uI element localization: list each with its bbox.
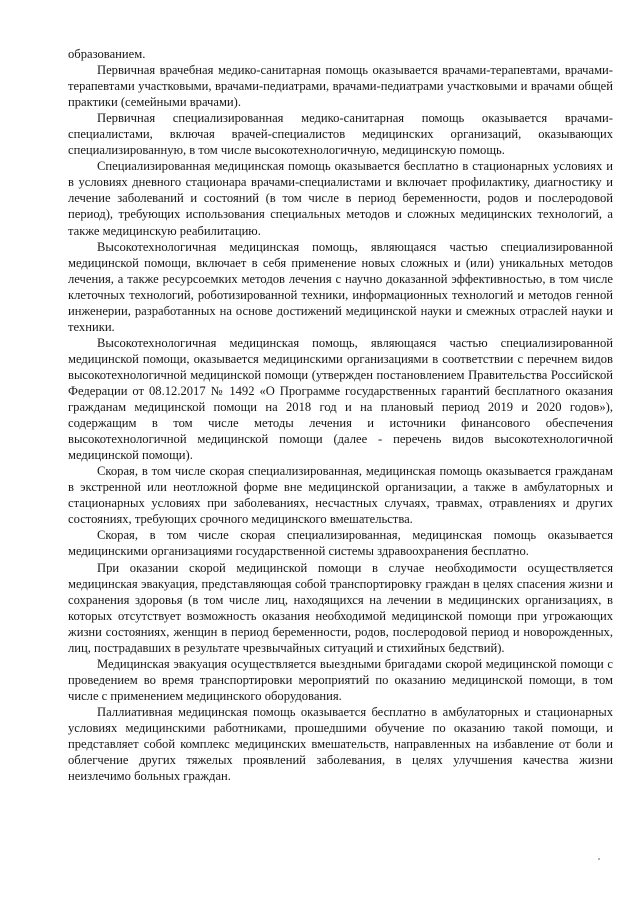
paragraph-emergency-care: Скорая, в том числе скорая специализированная, медицинская помощь оказывается гражданам в экстренной или неотложной форме вне медицинской организации, а также в амбулаторных и стационарных условиях при заболеваниях, несчастных случаях, травмах, отравлениях и других состояниях, требующих срочного медицинского вмешательства. bbox=[68, 464, 613, 527]
paragraph-continuation: образованием. bbox=[68, 47, 146, 61]
paragraph-high-tech-care-definition: Высокотехнологичная медицинская помощь, являющаяся частью специализированной медицинской помощи, включает в себя применение новых сложных и (или) уникальных методов лечения, а также ресурсоемких методов лечения с научно доказанной эффективностью, в том числе клеточных технологий, роботизированной техники, информационных технологий и методов генной инженерии, разработанных на основе достижений медицинской науки и смежных отраслей науки и техники. bbox=[68, 239, 613, 334]
paragraph-primary-specialized-care: Первичная специализированная медико-санитарная помощь оказывается врачами-специалистами, включая врачей-специалистов медицинских организаций, оказывающих специализированную, в том числе высокотехнологичную, медицинскую помощь. bbox=[68, 111, 613, 158]
paragraph-primary-care: Первичная врачебная медико-санитарная помощь оказывается врачами-терапевтами, врачами-терапевтами участковыми, врачами-педиатрами, врачами-педиатрами участковыми и врачами общей практики (семейными врачами). bbox=[68, 63, 613, 110]
paragraph-medical-evacuation: При оказании скорой медицинской помощи в случае необходимости осуществляется медицинская эвакуация, представляющая собой транспортировку граждан в целях спасения жизни и сохранения здоровья (в том числе лиц, находящихся на лечении в медицинских организациях, в которых отсутствует возможность оказания необходимой медицинской помощи при угрожающих жизни состояниях, женщин в период беременности, родов, послеродовой период и новорожденных, лиц, пострадавших в результате чрезвычайных ситуаций и стихийных бедствий). bbox=[68, 560, 613, 655]
paragraph-evacuation-teams: Медицинская эвакуация осуществляется выездными бригадами скорой медицинской помощи с проведением во время транспортировки мероприятий по оказанию медицинской помощи, в том числе с применением медицинского оборудования. bbox=[68, 656, 613, 703]
paragraph-palliative-care: Паллиативная медицинская помощь оказывается бесплатно в амбулаторных и стационарных условиях медицинскими работниками, прошедшими обучение по оказанию такой помощи, и представляет собой комплекс медицинских вмешательств, направленных на избавление от боли и облегчение других тяжелых проявлений заболевания, в целях улучшения качества жизни неизлечимо больных граждан. bbox=[68, 704, 613, 784]
paragraph-specialized-care: Специализированная медицинская помощь оказывается бесплатно в стационарных условиях и в условиях дневного стационара врачами-специалистами и включает профилактику, диагностику и лечение заболеваний и состояний (в том числе в период беременности, родов и послеродовой период), требующих использования специальных методов и сложных медицинских технологий, а также медицинскую реабилитацию. bbox=[68, 159, 613, 238]
paragraph-emergency-care-free: Скорая, в том числе скорая специализированная, медицинская помощь оказывается медицинскими организациями государственной системы здравоохранения бесплатно. bbox=[68, 528, 613, 559]
scan-dot bbox=[598, 858, 600, 860]
document-page bbox=[68, 46, 613, 784]
paragraph-high-tech-care-provision: Высокотехнологичная медицинская помощь, являющаяся частью специализированной медицинской помощи, оказывается медицинскими организациями в соответствии с перечнем видов высокотехнологичной медицинской помощи (утвержден постановлением Правительства Российской Федерации от 08.12.2017 № 1492 «О Программе государственных гарантий бесплатного оказания гражданам медицинской помощи на 2018 год и на плановый период 2019 и 2020 годов»), содержащим в том числе методы лечения и источники финансового обеспечения высокотехнологичной медицинской помощи (далее - перечень видов высокотехнологичной медицинской помощи). bbox=[68, 335, 613, 463]
